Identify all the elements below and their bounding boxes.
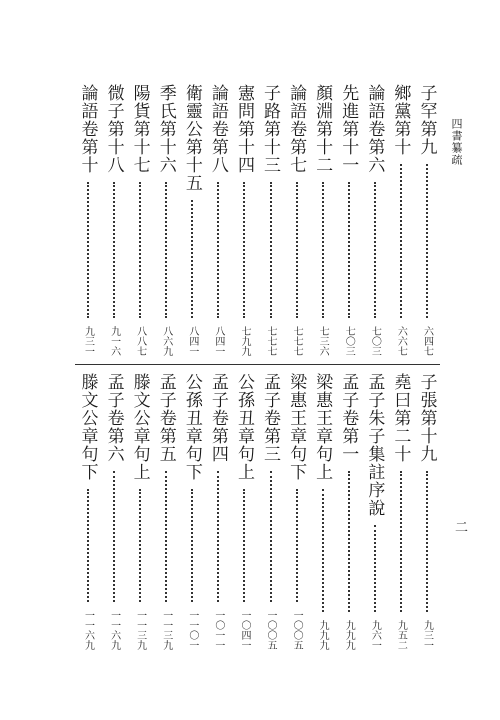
- toc-entry: [259, 84, 283, 356]
- toc-entry: [232, 84, 256, 356]
- toc-entry: [337, 373, 361, 650]
- toc-entry-page: 一〇〇五: [291, 610, 303, 650]
- toc-entry-title: 堯曰第二十: [390, 373, 411, 463]
- toc-entry-page: 九九九: [343, 620, 355, 650]
- toc-entry-page: 六六七: [395, 326, 407, 356]
- toc-entry-title: 陽貨第十七: [129, 84, 150, 174]
- dot-leader: [400, 471, 402, 612]
- toc-entry-title: 微子第十八: [103, 84, 124, 174]
- toc-entry-page: 七〇三: [369, 326, 381, 356]
- dot-leader: [400, 164, 402, 318]
- toc-entry-page: 九三一: [82, 326, 94, 356]
- toc-entry-title: 滕文公章句下: [77, 373, 98, 481]
- toc-entry-page: 七七七: [291, 326, 303, 356]
- toc-entry-title: 鄉黨第十: [390, 84, 411, 156]
- toc-entry-title: 先進第十一: [338, 84, 359, 174]
- toc-entry-title: 滕文公章句上: [129, 373, 150, 481]
- toc-entry: [180, 373, 204, 650]
- toc-entry: [389, 373, 413, 650]
- toc-lower-section: [75, 373, 440, 650]
- toc-entry-title: 論語卷第七: [286, 84, 307, 174]
- toc-entry: [415, 84, 439, 356]
- toc-entry-page: 七九九: [238, 326, 250, 356]
- dot-leader: [426, 471, 428, 612]
- toc-entry: [128, 84, 152, 356]
- toc-entry-page: 八六九: [160, 326, 172, 356]
- dot-leader: [113, 471, 115, 602]
- dot-leader: [243, 489, 245, 602]
- toc-entry-title: 子張第十九: [416, 373, 437, 463]
- toc-entry: [337, 84, 361, 356]
- toc-entry: [363, 373, 387, 650]
- toc-entry-title: 論語卷第六: [364, 84, 385, 174]
- toc-entry-page: 一〇〇五: [265, 610, 277, 650]
- toc-entry: [102, 373, 126, 650]
- toc-entry-title: 論語卷第八: [207, 84, 228, 174]
- toc-entry: [259, 373, 283, 650]
- dot-leader: [113, 182, 115, 318]
- dot-leader: [322, 182, 324, 318]
- toc-entry: [180, 84, 204, 356]
- toc-entry-title: 顏淵第十二: [312, 84, 333, 174]
- dot-leader: [139, 182, 141, 318]
- dot-leader: [243, 182, 245, 318]
- toc-entry-page: 九三一: [421, 620, 433, 650]
- toc-entry-page: 八四一: [186, 326, 198, 356]
- toc-entry-page: 八四一: [212, 326, 224, 356]
- dot-leader: [191, 200, 193, 318]
- toc-upper-section: [75, 84, 440, 356]
- toc-entry-title: 子路第十三: [260, 84, 281, 174]
- toc-entry-title: 孟子卷第五: [155, 373, 176, 463]
- toc-entry-page: 八八七: [134, 326, 146, 356]
- toc-entry-title: 孟子卷第三: [260, 373, 281, 463]
- toc-entry-title: 衛靈公第十五: [181, 84, 202, 192]
- toc-entry-page: 一一六九: [82, 610, 94, 650]
- toc-entry-title: 梁惠王章句上: [312, 373, 333, 481]
- toc-entry-page: 六四七: [421, 326, 433, 356]
- dot-leader: [374, 525, 376, 612]
- page-number: 二: [452, 520, 467, 533]
- toc-entry: [76, 84, 100, 356]
- toc-entry-title: 孟子卷第四: [207, 373, 228, 463]
- dot-leader: [426, 164, 428, 318]
- toc-entry-page: 九五二: [395, 620, 407, 650]
- toc-entry: [206, 373, 230, 650]
- toc-entry-page: 一一三九: [134, 610, 146, 650]
- dot-leader: [296, 489, 298, 602]
- toc-entry-page: 九六一: [369, 620, 381, 650]
- toc-entry: [363, 84, 387, 356]
- dot-leader: [270, 471, 272, 602]
- toc-entry-title: 子罕第九: [416, 84, 437, 156]
- dot-leader: [217, 182, 219, 318]
- toc-entry-page: 一一六九: [108, 610, 120, 650]
- dot-leader: [87, 182, 89, 318]
- toc-entry-title: 梁惠王章句下: [286, 373, 307, 481]
- toc-entry-title: 孟子卷第六: [103, 373, 124, 463]
- toc-entry: [154, 373, 178, 650]
- toc-entry: [76, 373, 100, 650]
- dot-leader: [374, 182, 376, 318]
- dot-leader: [270, 182, 272, 318]
- toc-entry: [311, 84, 335, 356]
- toc-entry-page: 九一六: [108, 326, 120, 356]
- toc-entry-title: 憲問第十四: [233, 84, 254, 174]
- dot-leader: [165, 182, 167, 318]
- dot-leader: [348, 182, 350, 318]
- toc-entry: [232, 373, 256, 650]
- dot-leader: [191, 489, 193, 602]
- toc-entry: [311, 373, 335, 650]
- toc-entry: [154, 84, 178, 356]
- dot-leader: [165, 471, 167, 602]
- toc-entry-page: 七七七: [265, 326, 277, 356]
- dot-leader: [87, 489, 89, 602]
- toc-entry: [415, 373, 439, 650]
- toc-entry: [285, 84, 309, 356]
- toc-entry: [285, 373, 309, 650]
- toc-entry-page: 一一三九: [160, 610, 172, 650]
- running-head: 四書纂疏: [450, 118, 463, 166]
- toc-entry-page: 九九九: [317, 620, 329, 650]
- toc-entry-title: 孟子卷第一: [338, 373, 359, 463]
- toc-entry: [389, 84, 413, 356]
- toc-entry-page: 一一〇一: [186, 610, 198, 650]
- section-divider: [75, 364, 440, 365]
- toc-entry: [128, 373, 152, 650]
- dot-leader: [348, 471, 350, 612]
- toc-entry-page: 七〇三: [343, 326, 355, 356]
- toc-entry-title: 公孫丑章句下: [181, 373, 202, 481]
- dot-leader: [139, 489, 141, 602]
- toc-entry-page: 一〇四一: [238, 610, 250, 650]
- toc-entry-title: 論語卷第十: [77, 84, 98, 174]
- dot-leader: [296, 182, 298, 318]
- toc-entry-title: 季氏第十六: [155, 84, 176, 174]
- toc-entry: [102, 84, 126, 356]
- dot-leader: [322, 489, 324, 612]
- toc-entry-title: 孟子朱子集註序說: [364, 373, 385, 517]
- toc-entry: [206, 84, 230, 356]
- dot-leader: [217, 471, 219, 602]
- toc-entry-page: 七三六: [317, 326, 329, 356]
- toc-entry-page: 一〇一一: [212, 610, 224, 650]
- toc-entry-title: 公孫丑章句上: [233, 373, 254, 481]
